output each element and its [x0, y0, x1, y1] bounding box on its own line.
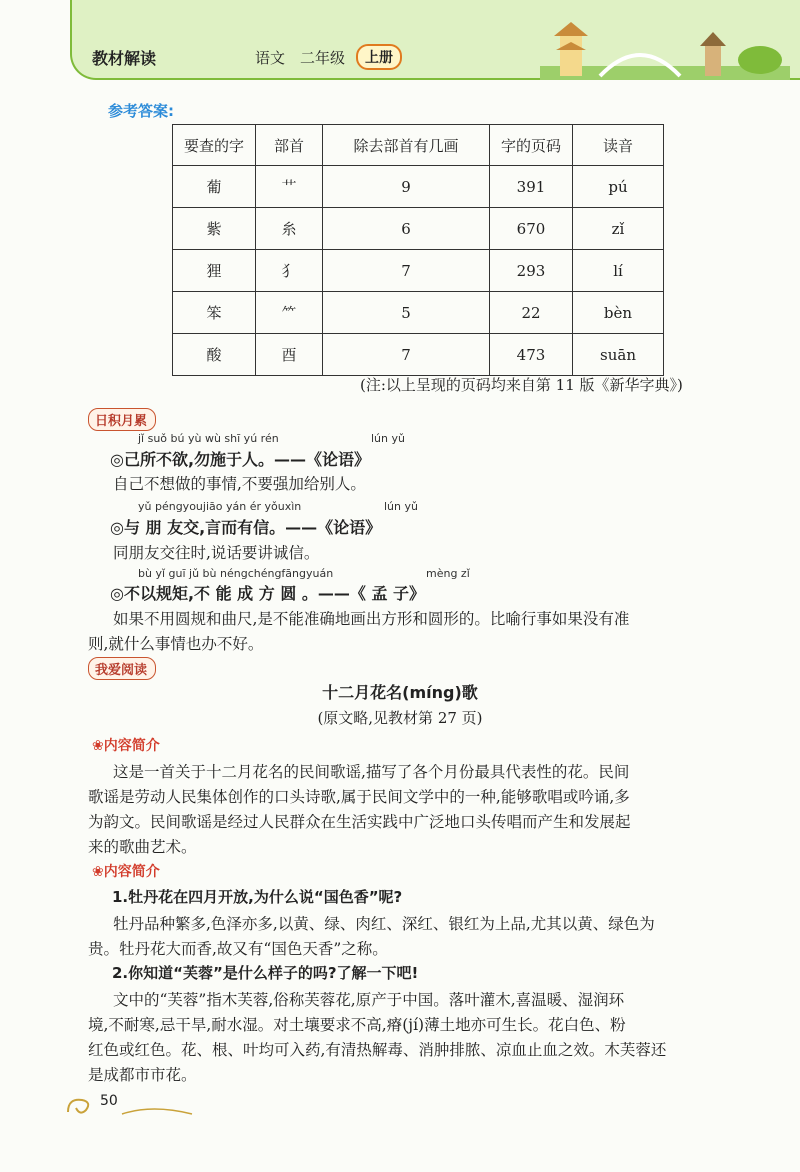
pagoda-scenery-illustration	[540, 14, 790, 80]
table-cell: 7	[323, 334, 490, 376]
question-line: 1.牡丹花在四月开放,为什么说“国色香”呢?	[112, 888, 403, 906]
table-cell: 391	[490, 166, 573, 208]
volume-badge: 上册	[356, 44, 402, 70]
pinyin-line: lún yǔ	[371, 432, 405, 445]
section-heading: ❀内容简介	[92, 864, 160, 880]
column-header: 除去部首有几画	[323, 125, 490, 166]
table-cell: 笨	[173, 292, 256, 334]
column-header: 要查的字	[173, 125, 256, 166]
table-cell: 犭	[256, 250, 323, 292]
paragraph-line: 来的歌曲艺术。	[88, 838, 197, 856]
table-row	[173, 250, 664, 292]
question-line: 2.你知道“芙蓉”是什么样子的吗?了解一下吧!	[112, 964, 419, 982]
quote-meaning: 如果不用圆规和曲尺,是不能准确地画出方形和圆形的。比喻行事如果没有准	[113, 610, 630, 628]
pinyin-line: yǔ péngyoujiāo yán ér yǒuxìn	[138, 500, 302, 513]
paragraph-line: 歌谣是劳动人民集体创作的口头诗歌,属于民间文学中的一种,能够歌唱或吟诵,多	[88, 788, 630, 806]
swirl-ornament-icon	[62, 1092, 202, 1122]
answer-line: 是成都市市花。	[88, 1066, 197, 1084]
table-cell: lí	[573, 250, 664, 292]
table-footnote: (注:以上呈现的页码均来自第 11 版《新华字典》)	[360, 376, 683, 394]
table-cell: 紫	[173, 208, 256, 250]
table-cell: 酉	[256, 334, 323, 376]
answer-line: 贵。牡丹花大而香,故又有“国色天香”之称。	[88, 940, 388, 958]
section-tag-reading: 我爱阅读	[88, 657, 156, 680]
answer-line: 牡丹品种繁多,色泽亦多,以黄、绿、肉红、深红、银红为上品,尤其以黄、绿色为	[113, 915, 655, 933]
table-cell: ⺮	[256, 292, 323, 334]
column-header: 部首	[256, 125, 323, 166]
section-tag-accumulate: 日积月累	[88, 408, 156, 431]
column-header: 字的页码	[490, 125, 573, 166]
dictionary-lookup-table	[172, 124, 664, 376]
quote-meaning: 则,就什么事情也办不好。	[88, 635, 264, 653]
table-cell: bèn	[573, 292, 664, 334]
table-cell: 糸	[256, 208, 323, 250]
table-cell: 酸	[173, 334, 256, 376]
table-cell: pú	[573, 166, 664, 208]
table-cell: 艹	[256, 166, 323, 208]
table-cell: 6	[323, 208, 490, 250]
poem-title: 十二月花名(míng)歌	[322, 683, 478, 702]
column-header: 读音	[573, 125, 664, 166]
quote-line: ◎己所不欲,勿施于人。——《论语》	[110, 450, 371, 469]
answer-line: 境,不耐寒,忌干旱,耐水湿。对土壤要求不高,瘠(jí)薄土地亦可生长。花白色、粉	[88, 1016, 626, 1034]
quote-meaning: 自己不想做的事情,不要强加给别人。	[113, 475, 366, 493]
quote-meaning: 同朋友交往时,说话要讲诚信。	[113, 544, 320, 562]
paragraph-line: 这是一首关于十二月花名的民间歌谣,描写了各个月份最具代表性的花。民间	[113, 763, 630, 781]
quote-line: ◎与 朋 友交,言而有信。——《论语》	[110, 518, 382, 537]
pinyin-line: mèng zǐ	[426, 567, 470, 580]
table-cell: 5	[323, 292, 490, 334]
table-cell: 7	[323, 250, 490, 292]
flower-bullet-icon: ❀	[92, 738, 104, 754]
table-cell: 9	[323, 166, 490, 208]
table-cell: 葡	[173, 166, 256, 208]
poem-subtitle: (原文略,见教材第 27 页)	[317, 709, 483, 727]
table-row	[173, 208, 664, 250]
table-cell: 22	[490, 292, 573, 334]
table-row	[173, 334, 664, 376]
table-row	[173, 292, 664, 334]
answer-line: 文中的“芙蓉”指木芙蓉,俗称芙蓉花,原产于中国。落叶灌木,喜温暖、湿润环	[113, 991, 625, 1009]
answer-line: 红色或红色。花、根、叶均可入药,有清热解毒、消肿排脓、凉血止血之效。木芙蓉还	[88, 1041, 667, 1059]
table-cell: zǐ	[573, 208, 664, 250]
paragraph-line: 为韵文。民间歌谣是经过人民群众在生活实践中广泛地口头传唱而产生和发展起	[88, 813, 631, 831]
table-row	[173, 166, 664, 208]
section-heading: ❀内容简介	[92, 738, 160, 754]
grade-label: 二年级	[300, 49, 346, 67]
pinyin-line: lún yǔ	[384, 500, 418, 513]
page-number: 50	[100, 1093, 118, 1109]
table-cell: 狸	[173, 250, 256, 292]
reference-answer-heading: 参考答案:	[108, 102, 174, 120]
quote-line: ◎不以规矩,不 能 成 方 圆 。——《 孟 子》	[110, 584, 426, 603]
book-title: 教材解读	[92, 49, 157, 68]
subject-label: 语文	[255, 49, 286, 67]
pinyin-line: jǐ suǒ bú yù wù shī yú rén	[138, 432, 279, 445]
table-header-row	[173, 125, 664, 166]
table-cell: 670	[490, 208, 573, 250]
flower-bullet-icon: ❀	[92, 864, 104, 880]
table-cell: suān	[573, 334, 664, 376]
table-cell: 473	[490, 334, 573, 376]
pinyin-line: bù yǐ guī jǔ bù néngchéngfāngyuán	[138, 567, 334, 580]
table-cell: 293	[490, 250, 573, 292]
